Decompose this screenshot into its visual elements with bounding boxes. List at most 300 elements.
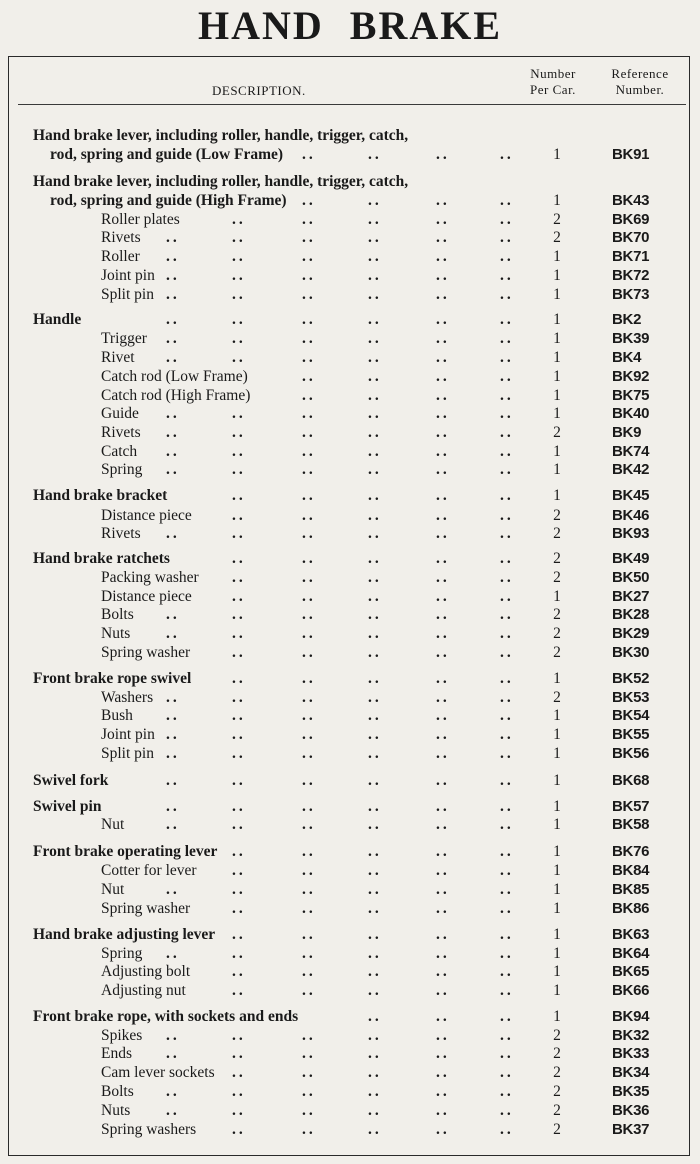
leader-dot: .. <box>500 1027 514 1044</box>
part-description: Split pin <box>101 286 154 303</box>
table-row <box>0 962 700 981</box>
leader-dot: .. <box>500 945 514 962</box>
leader-dot: .. <box>436 267 450 284</box>
table-row <box>0 1063 700 1082</box>
leader-dot: .. <box>232 248 246 265</box>
leader-dot: .. <box>500 487 514 504</box>
reference-number: BK9 <box>612 424 642 441</box>
part-description: Bolts <box>101 1083 134 1100</box>
reference-number-column-header <box>602 66 678 98</box>
leader-dot: .. <box>232 461 246 478</box>
leader-dot: .. <box>302 550 316 567</box>
leader-dot: .. <box>368 507 382 524</box>
leader-dot: .. <box>232 525 246 542</box>
leader-dot: .. <box>500 311 514 328</box>
quantity-per-car: 1 <box>553 146 561 163</box>
leader-dot: .. <box>166 1027 180 1044</box>
leader-dot: .. <box>436 311 450 328</box>
part-description: Nuts <box>101 625 131 642</box>
reference-number: BK53 <box>612 689 650 706</box>
leader-dot: .. <box>166 443 180 460</box>
leader-dot: .. <box>436 745 450 762</box>
leader-dot: .. <box>302 588 316 605</box>
leader-dot: .. <box>436 424 450 441</box>
leader-dot: .. <box>232 507 246 524</box>
leader-dot: .. <box>436 843 450 860</box>
leader-dot: .. <box>302 644 316 661</box>
leader-dot: .. <box>302 881 316 898</box>
leader-dot: .. <box>368 900 382 917</box>
table-row <box>0 285 700 304</box>
leader-dot: .. <box>302 707 316 724</box>
leader-dot: .. <box>302 945 316 962</box>
leader-dot: .. <box>368 945 382 962</box>
leader-dot: .. <box>302 461 316 478</box>
quantity-per-car: 1 <box>553 461 561 478</box>
part-description: Spikes <box>101 1027 143 1044</box>
part-description: Hand brake lever, including roller, handle, trigger, catch, <box>33 127 409 144</box>
leader-dot: .. <box>302 443 316 460</box>
leader-dot: .. <box>436 1008 450 1025</box>
leader-dot: .. <box>302 843 316 860</box>
leader-dot: .. <box>302 900 316 917</box>
quantity-per-car: 1 <box>553 330 561 347</box>
leader-dot: .. <box>368 707 382 724</box>
leader-dot: .. <box>232 881 246 898</box>
quantity-per-car: 2 <box>553 606 561 623</box>
leader-dot: .. <box>436 443 450 460</box>
leader-dot: .. <box>302 569 316 586</box>
part-description: Joint pin <box>101 267 155 284</box>
leader-dot: .. <box>302 1027 316 1044</box>
leader-dot: .. <box>232 963 246 980</box>
leader-dot: .. <box>302 146 316 163</box>
leader-dot: .. <box>232 625 246 642</box>
leader-dot: .. <box>302 267 316 284</box>
table-row <box>0 842 700 861</box>
leader-dot: .. <box>302 405 316 422</box>
leader-dot: .. <box>302 772 316 789</box>
leader-dot: .. <box>500 588 514 605</box>
header-divider <box>18 104 686 105</box>
quantity-per-car: 1 <box>553 881 561 898</box>
leader-dot: .. <box>436 461 450 478</box>
leader-dot: .. <box>166 881 180 898</box>
table-row <box>0 605 700 624</box>
leader-dot: .. <box>436 772 450 789</box>
part-description: Bolts <box>101 606 134 623</box>
leader-dot: .. <box>368 588 382 605</box>
part-description: Distance piece <box>101 507 192 524</box>
reference-number: BK27 <box>612 588 650 605</box>
reference-number: BK29 <box>612 625 650 642</box>
leader-dot: .. <box>500 625 514 642</box>
part-description: Washers <box>101 689 154 706</box>
leader-dot: .. <box>302 507 316 524</box>
leader-dot: .. <box>368 670 382 687</box>
reference-number: BK45 <box>612 487 650 504</box>
leader-dot: .. <box>436 507 450 524</box>
leader-dot: .. <box>302 349 316 366</box>
reference-number: BK92 <box>612 368 650 385</box>
leader-dot: .. <box>232 267 246 284</box>
leader-dot: .. <box>302 1102 316 1119</box>
quantity-per-car: 1 <box>553 926 561 943</box>
leader-dot: .. <box>436 569 450 586</box>
leader-dot: .. <box>368 625 382 642</box>
leader-dot: .. <box>436 248 450 265</box>
reference-number: BK32 <box>612 1027 650 1044</box>
reference-number: BK42 <box>612 461 650 478</box>
leader-dot: .. <box>232 707 246 724</box>
leader-dot: .. <box>368 286 382 303</box>
leader-dot: .. <box>500 843 514 860</box>
part-description: Packing washer <box>101 569 199 586</box>
table-row <box>0 247 700 266</box>
quantity-per-car: 1 <box>553 963 561 980</box>
reference-number: BK56 <box>612 745 650 762</box>
leader-dot: .. <box>500 900 514 917</box>
reference-number: BK93 <box>612 525 650 542</box>
part-description: Spring <box>101 945 143 962</box>
quantity-per-car: 2 <box>553 1045 561 1062</box>
table-row <box>0 1082 700 1101</box>
leader-dot: .. <box>302 525 316 542</box>
reference-number: BK68 <box>612 772 650 789</box>
table-row <box>0 771 700 790</box>
leader-dot: .. <box>166 424 180 441</box>
part-description: Rivets <box>101 424 141 441</box>
part-description: Front brake rope swivel <box>33 670 192 687</box>
leader-dot: .. <box>302 248 316 265</box>
quantity-per-car: 1 <box>553 387 561 404</box>
number-header-line2: Per Car. <box>530 82 576 97</box>
part-description: Bush <box>101 707 133 724</box>
quantity-per-car: 1 <box>553 443 561 460</box>
quantity-per-car: 1 <box>553 798 561 815</box>
part-description: rod, spring and guide (Low Frame) <box>50 146 284 163</box>
quantity-per-car: 1 <box>553 772 561 789</box>
leader-dot: .. <box>232 405 246 422</box>
leader-dot: .. <box>368 926 382 943</box>
table-row <box>0 925 700 944</box>
leader-dot: .. <box>368 1083 382 1100</box>
leader-dot: .. <box>368 644 382 661</box>
leader-dot: .. <box>500 862 514 879</box>
leader-dot: .. <box>232 550 246 567</box>
leader-dot: .. <box>166 772 180 789</box>
leader-dot: .. <box>500 689 514 706</box>
reference-number: BK54 <box>612 707 650 724</box>
leader-dot: .. <box>368 816 382 833</box>
leader-dot: .. <box>166 945 180 962</box>
table-row <box>0 1044 700 1063</box>
part-description: Catch rod (Low Frame) <box>101 368 248 385</box>
leader-dot: .. <box>436 368 450 385</box>
leader-dot: .. <box>166 707 180 724</box>
leader-dot: .. <box>500 1102 514 1119</box>
leader-dot: .. <box>436 349 450 366</box>
leader-dot: .. <box>232 569 246 586</box>
leader-dot: .. <box>500 926 514 943</box>
leader-dot: .. <box>436 211 450 228</box>
leader-dot: .. <box>166 286 180 303</box>
leader-dot: .. <box>232 1064 246 1081</box>
part-description: Trigger <box>101 330 147 347</box>
leader-dot: .. <box>436 862 450 879</box>
leader-dot: .. <box>368 211 382 228</box>
leader-dot: .. <box>166 726 180 743</box>
leader-dot: .. <box>166 405 180 422</box>
leader-dot: .. <box>166 816 180 833</box>
table-row <box>0 524 700 543</box>
leader-dot: .. <box>232 424 246 441</box>
reference-number: BK70 <box>612 229 650 246</box>
quantity-per-car: 2 <box>553 550 561 567</box>
leader-dot: .. <box>368 192 382 209</box>
table-row <box>0 329 700 348</box>
leader-dot: .. <box>302 606 316 623</box>
table-row <box>0 688 700 707</box>
leader-dot: .. <box>368 487 382 504</box>
reference-header-line1: Reference <box>611 66 669 81</box>
leader-dot: .. <box>166 248 180 265</box>
quantity-per-car: 1 <box>553 982 561 999</box>
leader-dot: .. <box>232 982 246 999</box>
leader-dot: .. <box>232 1121 246 1138</box>
leader-dot: .. <box>500 1064 514 1081</box>
part-description: Cotter for lever <box>101 862 197 879</box>
part-description: Catch <box>101 443 138 460</box>
leader-dot: .. <box>436 1102 450 1119</box>
leader-dot: .. <box>436 644 450 661</box>
table-row <box>0 744 700 763</box>
reference-number: BK72 <box>612 267 650 284</box>
leader-dot: .. <box>232 487 246 504</box>
leader-dot: .. <box>232 606 246 623</box>
leader-dot: .. <box>500 525 514 542</box>
leader-dot: .. <box>368 1008 382 1025</box>
quantity-per-car: 1 <box>553 368 561 385</box>
leader-dot: .. <box>302 1083 316 1100</box>
leader-dot: .. <box>166 330 180 347</box>
part-description: Rivet <box>101 349 135 366</box>
table-row <box>0 1101 700 1120</box>
part-description: Nuts <box>101 1102 131 1119</box>
table-row <box>0 486 700 505</box>
leader-dot: .. <box>436 625 450 642</box>
part-description: Roller <box>101 248 140 265</box>
leader-dot: .. <box>166 461 180 478</box>
table-row <box>0 266 700 285</box>
leader-dot: .. <box>436 945 450 962</box>
quantity-per-car: 1 <box>553 487 561 504</box>
leader-dot: .. <box>232 211 246 228</box>
quantity-per-car: 1 <box>553 311 561 328</box>
reference-number: BK86 <box>612 900 650 917</box>
leader-dot: .. <box>368 387 382 404</box>
table-row <box>0 191 700 210</box>
leader-dot: .. <box>500 569 514 586</box>
leader-dot: .. <box>500 229 514 246</box>
leader-dot: .. <box>368 689 382 706</box>
page-title: HAND BRAKE <box>197 3 503 48</box>
leader-dot: .. <box>436 900 450 917</box>
leader-dot: .. <box>302 625 316 642</box>
reference-number: BK71 <box>612 248 650 265</box>
leader-dot: .. <box>166 798 180 815</box>
table-row <box>0 815 700 834</box>
leader-dot: .. <box>500 726 514 743</box>
leader-dot: .. <box>166 525 180 542</box>
leader-dot: .. <box>302 311 316 328</box>
part-description: Nut <box>101 881 125 898</box>
table-row <box>0 228 700 247</box>
leader-dot: .. <box>368 982 382 999</box>
table-row <box>0 172 700 191</box>
leader-dot: .. <box>500 211 514 228</box>
leader-dot: .. <box>368 1027 382 1044</box>
reference-number: BK66 <box>612 982 650 999</box>
leader-dot: .. <box>436 330 450 347</box>
leader-dot: .. <box>436 229 450 246</box>
leader-dot: .. <box>232 900 246 917</box>
leader-dot: .. <box>368 798 382 815</box>
reference-number: BK50 <box>612 569 650 586</box>
quantity-per-car: 1 <box>553 862 561 879</box>
table-row <box>0 861 700 880</box>
leader-dot: .. <box>166 689 180 706</box>
quantity-per-car: 2 <box>553 507 561 524</box>
part-description: rod, spring and guide (High Frame) <box>50 192 287 209</box>
leader-dot: .. <box>500 772 514 789</box>
quantity-per-car: 2 <box>553 1083 561 1100</box>
table-row <box>0 442 700 461</box>
leader-dot: .. <box>166 1045 180 1062</box>
leader-dot: .. <box>302 229 316 246</box>
reference-number: BK46 <box>612 507 650 524</box>
leader-dot: .. <box>500 248 514 265</box>
leader-dot: .. <box>166 1083 180 1100</box>
part-description: Spring <box>101 461 143 478</box>
leader-dot: .. <box>302 211 316 228</box>
reference-number: BK73 <box>612 286 650 303</box>
leader-dot: .. <box>436 1027 450 1044</box>
leader-dot: .. <box>436 689 450 706</box>
leader-dot: .. <box>232 311 246 328</box>
leader-dot: .. <box>166 267 180 284</box>
leader-dot: .. <box>436 707 450 724</box>
leader-dot: .. <box>302 330 316 347</box>
quantity-per-car: 2 <box>553 211 561 228</box>
leader-dot: .. <box>232 843 246 860</box>
leader-dot: .. <box>436 1121 450 1138</box>
reference-number: BK33 <box>612 1045 650 1062</box>
leader-dot: .. <box>368 424 382 441</box>
table-row <box>0 725 700 744</box>
part-description: Cam lever sockets <box>101 1064 215 1081</box>
leader-dot: .. <box>368 772 382 789</box>
leader-dot: .. <box>436 670 450 687</box>
leader-dot: .. <box>166 349 180 366</box>
leader-dot: .. <box>436 963 450 980</box>
reference-number: BK49 <box>612 550 650 567</box>
part-description: Hand brake adjusting lever <box>33 926 216 943</box>
leader-dot: .. <box>368 229 382 246</box>
leader-dot: .. <box>166 625 180 642</box>
leader-dot: .. <box>500 606 514 623</box>
part-description: Hand brake ratchets <box>33 550 170 567</box>
leader-dot: .. <box>436 926 450 943</box>
leader-dot: .. <box>302 963 316 980</box>
leader-dot: .. <box>500 982 514 999</box>
leader-dot: .. <box>500 798 514 815</box>
leader-dot: .. <box>500 192 514 209</box>
quantity-per-car: 2 <box>553 1027 561 1044</box>
reference-number: BK28 <box>612 606 650 623</box>
leader-dot: .. <box>232 286 246 303</box>
leader-dot: .. <box>166 229 180 246</box>
leader-dot: .. <box>368 1045 382 1062</box>
part-description: Adjusting nut <box>101 982 186 999</box>
leader-dot: .. <box>436 1083 450 1100</box>
leader-dot: .. <box>500 745 514 762</box>
leader-dot: .. <box>302 1064 316 1081</box>
quantity-per-car: 1 <box>553 248 561 265</box>
leader-dot: .. <box>436 816 450 833</box>
leader-dot: .. <box>368 405 382 422</box>
leader-dot: .. <box>368 267 382 284</box>
leader-dot: .. <box>302 862 316 879</box>
table-row <box>0 348 700 367</box>
part-description: Swivel fork <box>33 772 109 789</box>
quantity-per-car: 1 <box>553 945 561 962</box>
leader-dot: .. <box>500 881 514 898</box>
table-row <box>0 624 700 643</box>
leader-dot: .. <box>368 368 382 385</box>
leader-dot: .. <box>500 146 514 163</box>
leader-dot: .. <box>302 982 316 999</box>
leader-dot: .. <box>302 1045 316 1062</box>
leader-dot: .. <box>232 1083 246 1100</box>
leader-dot: .. <box>368 1121 382 1138</box>
table-row <box>0 643 700 662</box>
leader-dot: .. <box>232 689 246 706</box>
table-row <box>0 1120 700 1139</box>
quantity-per-car: 1 <box>553 405 561 422</box>
table-row <box>0 423 700 442</box>
leader-dot: .. <box>302 286 316 303</box>
table-row <box>0 706 700 725</box>
leader-dot: .. <box>436 387 450 404</box>
leader-dot: .. <box>232 816 246 833</box>
leader-dot: .. <box>500 816 514 833</box>
part-description: Catch rod (High Frame) <box>101 387 251 404</box>
leader-dot: .. <box>302 745 316 762</box>
leader-dot: .. <box>500 349 514 366</box>
leader-dot: .. <box>500 443 514 460</box>
leader-dot: .. <box>232 745 246 762</box>
leader-dot: .. <box>302 670 316 687</box>
quantity-per-car: 1 <box>553 588 561 605</box>
leader-dot: .. <box>232 588 246 605</box>
leader-dot: .. <box>368 1064 382 1081</box>
reference-number: BK35 <box>612 1083 650 1100</box>
leader-dot: .. <box>368 461 382 478</box>
leader-dot: .. <box>232 726 246 743</box>
table-row <box>0 797 700 816</box>
leader-dot: .. <box>500 1045 514 1062</box>
